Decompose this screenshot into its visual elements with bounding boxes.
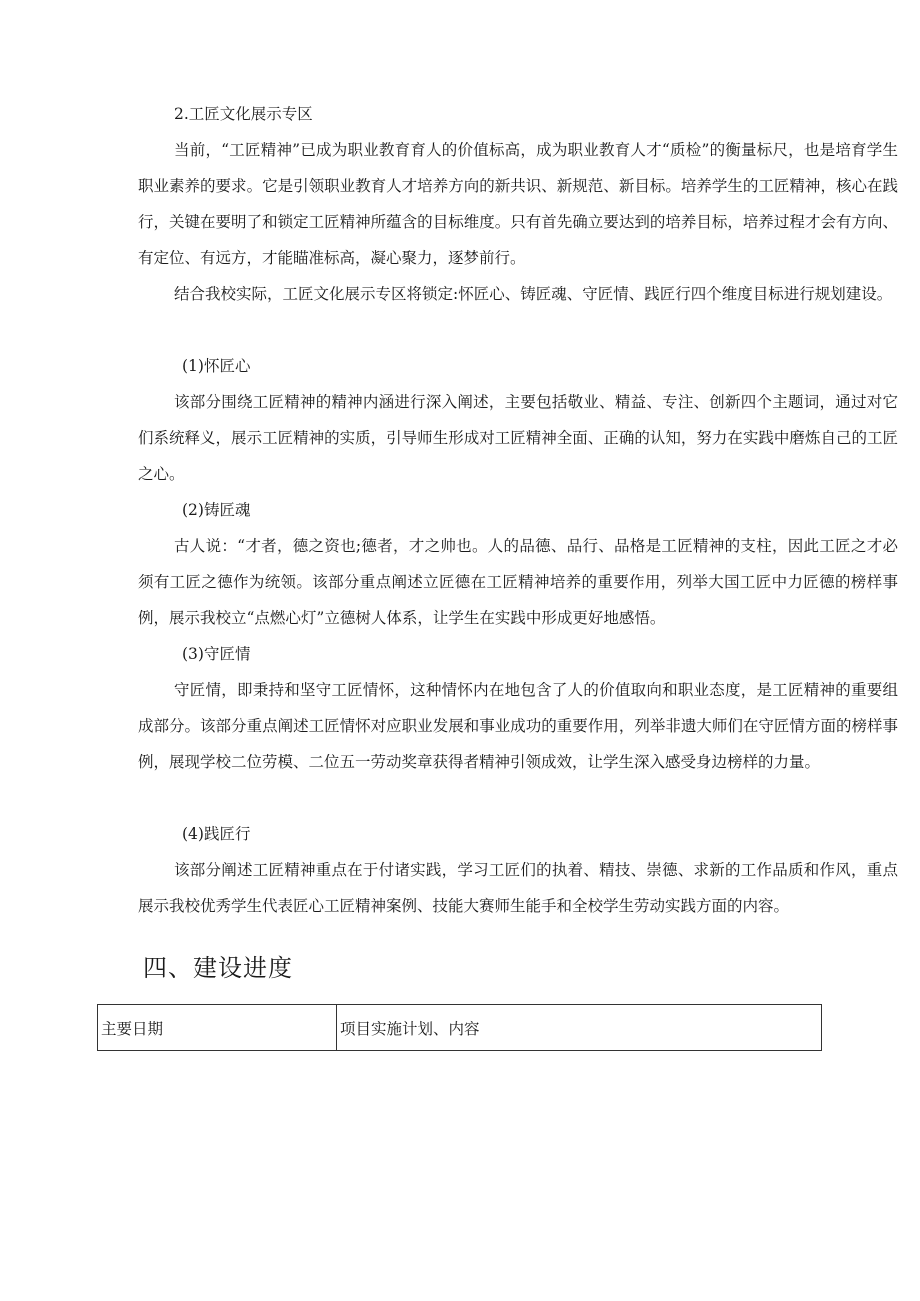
item-heading-4: (4)践匠行 [182, 825, 251, 843]
paragraph-intro-1: 当前，“工匠精神”已成为职业教育育人的价值标高，成为职业教育人才“质检”的衡量标尺，也是培育学生职业素养的要求。它是引领职业教育人才培养方向的新共识、新规范、新目标。培养学生的工匠精神，核心在践行，关键在要明了和锁定工匠精神所蕴含的目标维度。只有首先确立要达到的培养目标，培养过程才会有方向、有定位、有远方，才能瞄准标高，凝心聚力，逐梦前行。 [138, 141, 898, 267]
item-heading-1: (1)怀匠心 [182, 357, 251, 375]
item-paragraph-4: 该部分阐述工匠精神重点在于付诸实践，学习工匠们的执着、精技、崇德、求新的工作品质和作风，重点展示我校优秀学生代表匠心工匠精神案例、技能大赛师生能手和全校学生劳动实践方面的内容。 [138, 861, 898, 915]
subsection-heading-2: 2.工匠文化展示专区 [174, 105, 313, 123]
schedule-table [97, 1004, 822, 1051]
item-paragraph-1: 该部分围绕工匠精神的精神内涵进行深入阐述，主要包括敬业、精益、专注、创新四个主题词，通过对它们系统释义，展示工匠精神的实质，引导师生形成对工匠精神全面、正确的认知，努力在实践中磨炼自己的工匠之心。 [138, 393, 898, 483]
item-paragraph-2: 古人说：“才者，德之资也;德者，才之帅也。人的品德、品行、品格是工匠精神的支柱，因此工匠之才必须有工匠之德作为统领。该部分重点阐述立匠德在工匠精神培养的重要作用，列举大国工匠中力匠德的榜样事例，展示我校立“点燃心灯”立德树人体系，让学生在实践中形成更好地感悟。 [138, 537, 898, 627]
paragraph-intro-2: 结合我校实际，工匠文化展示专区将锁定:怀匠心、铸匠魂、守匠情、践匠行四个维度目标进行规划建设。 [174, 285, 893, 303]
item-paragraph-3: 守匠情，即秉持和坚守工匠情怀，这种情怀内在地包含了人的价值取向和职业态度，是工匠精神的重要组成部分。该部分重点阐述工匠情怀对应职业发展和事业成功的重要作用，列举非遗大师们在守匠情方面的榜样事例，展现学校二位劳模、二位五一劳动奖章获得者精神引领成效，让学生深入感受身边榜样的力量。 [138, 681, 898, 771]
table-header-date: 主要日期 [98, 1005, 337, 1051]
item-heading-2: (2)铸匠魂 [182, 501, 251, 519]
table-header-row [98, 1005, 822, 1051]
section-heading-4: 四、建设进度 [143, 954, 293, 982]
item-heading-3: (3)守匠情 [182, 645, 251, 663]
table-header-plan: 项目实施计划、内容 [337, 1005, 822, 1051]
